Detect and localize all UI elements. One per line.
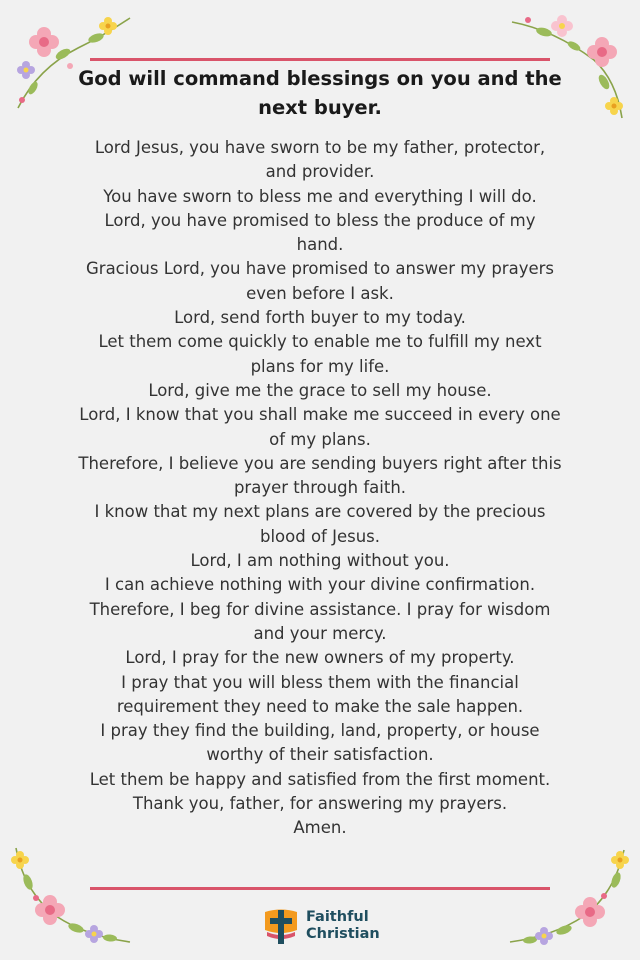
flower-decoration-bottom-left	[6, 842, 136, 952]
prayer-line: worthy of their satisfaction.	[206, 745, 434, 765]
prayer-line: Lord, you have promised to bless the produce of my	[104, 210, 536, 230]
bottom-divider	[90, 887, 550, 890]
prayer-line: I pray that you will bless them with the financial	[121, 672, 519, 692]
prayer-line: hand.	[296, 235, 344, 255]
prayer-line: Amen.	[293, 818, 347, 838]
prayer-line: Lord, I am nothing without you.	[190, 551, 450, 571]
prayer-line: Lord, send forth buyer to my today.	[174, 308, 466, 328]
prayer-line: Let them come quickly to enable me to fulfill my next	[98, 332, 542, 352]
prayer-line: of my plans.	[269, 429, 371, 449]
flower-decoration-bottom-right	[504, 846, 634, 951]
page-title: God will command blessings on you and the next buyer.	[78, 67, 562, 119]
cross-logo-icon	[262, 906, 300, 946]
prayer-line: and your mercy.	[253, 623, 387, 643]
logo-text	[306, 909, 380, 943]
prayer-body	[20, 136, 620, 841]
prayer-line: requirement they need to make the sale happen.	[116, 696, 524, 716]
prayer-line: and provider.	[265, 162, 375, 182]
prayer-line: Lord, I pray for the new owners of my property.	[125, 648, 515, 668]
prayer-line: Lord, I know that you shall make me succeed in every one	[79, 405, 561, 425]
prayer-line: You have sworn to bless me and everything I will do.	[103, 186, 537, 206]
faithful-christian-logo	[262, 905, 380, 947]
logo-line-2: Christian	[306, 926, 380, 942]
prayer-line: Let them be happy and satisfied from the first moment.	[89, 769, 551, 789]
top-divider	[90, 58, 550, 61]
prayer-line: I pray they find the building, land, property, or house	[100, 721, 540, 741]
prayer-line: plans for my life.	[250, 356, 390, 376]
prayer-line: Lord, give me the grace to sell my house.	[148, 380, 492, 400]
prayer-line: prayer through faith.	[233, 478, 407, 498]
prayer-line: I know that my next plans are covered by the precious	[94, 502, 546, 522]
prayer-line: Lord Jesus, you have sworn to be my father, protector,	[94, 138, 546, 157]
prayer-line: Thank you, father, for answering my prayers.	[132, 794, 508, 814]
prayer-line: Therefore, I beg for divine assistance. I pray for wisdom	[89, 599, 551, 619]
logo-line-1: Faithful	[306, 909, 369, 925]
prayer-line: even before I ask.	[246, 283, 394, 303]
prayer-line: Therefore, I believe you are sending buyers right after this	[78, 453, 562, 473]
prayer-line: Gracious Lord, you have promised to answer my prayers	[86, 259, 554, 279]
prayer-line: I can achieve nothing with your divine confirmation.	[104, 575, 536, 595]
prayer-line: blood of Jesus.	[259, 526, 381, 546]
